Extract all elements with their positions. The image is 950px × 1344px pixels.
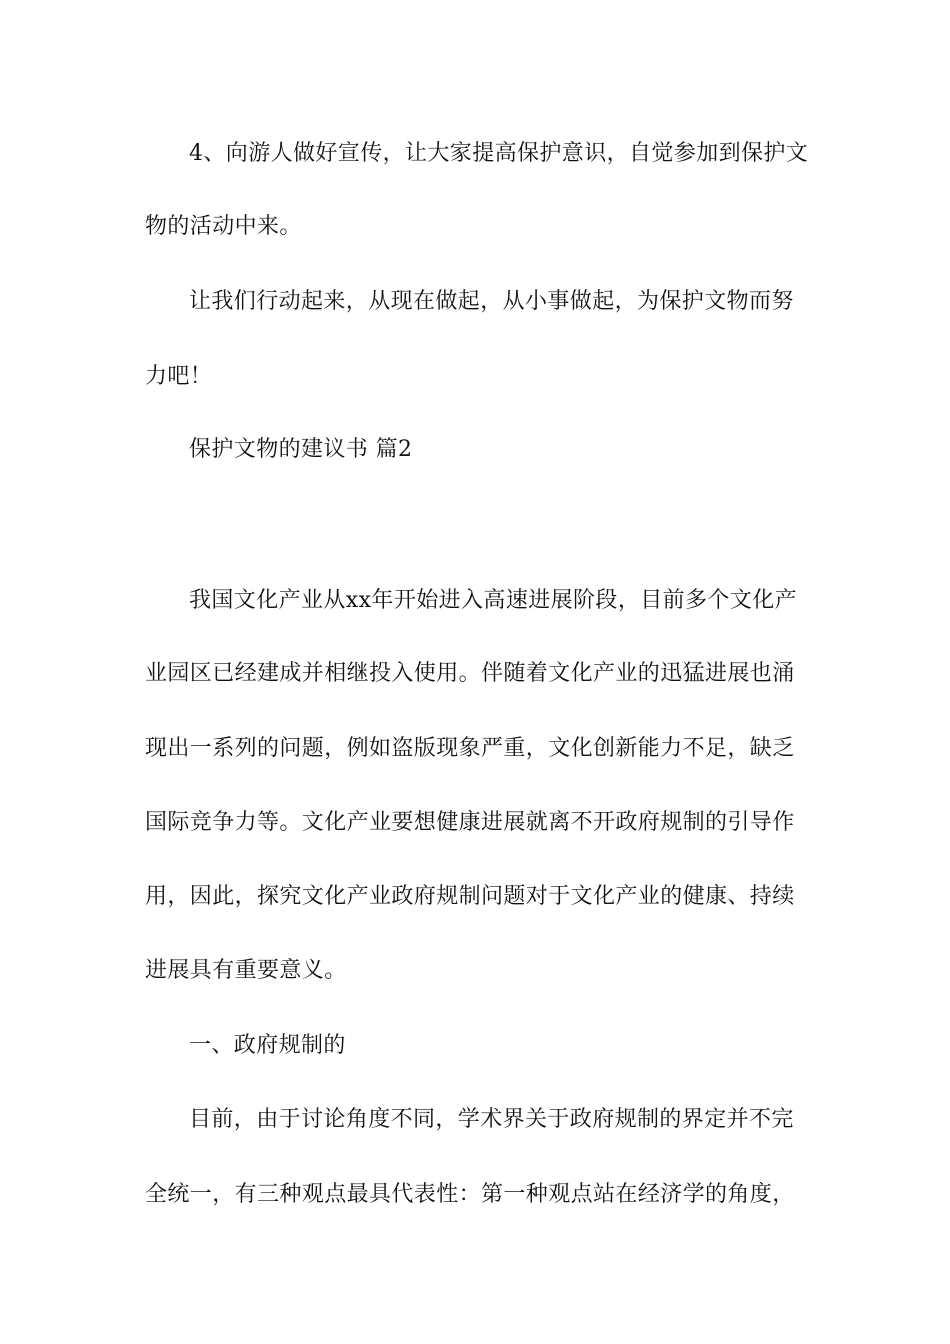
paragraph-line: 4、向游人做好宣传，让大家提高保护意识，自觉参加到保护文 — [189, 141, 809, 166]
paragraph-line: 物的活动中来。 — [145, 214, 302, 239]
paragraph-line: 国际竞争力等。文化产业要想健康进展就离不开政府规制的引导作 — [145, 810, 795, 835]
paragraph-line: 目前，由于讨论角度不同，学术界关于政府规制的界定并不完 — [189, 1107, 794, 1132]
paragraph-line: 用，因此，探究文化产业政府规制问题对于文化产业的健康、持续 — [145, 884, 795, 909]
paragraph-line: 业园区已经建成并相继投入使用。伴随着文化产业的迅猛进展也涌 — [145, 661, 795, 686]
paragraph-line: 我国文化产业从xx年开始进入高速进展阶段，目前多个文化产 — [189, 588, 798, 613]
paragraph-line: 全统一，有三种观点最具代表性：第一种观点站在经济学的角度， — [145, 1182, 795, 1207]
paragraph-line: 进展具有重要意义。 — [145, 958, 347, 983]
subsection-heading: 一、政府规制的 — [189, 1033, 346, 1058]
section-heading: 保护文物的建议书 篇2 — [189, 437, 413, 462]
paragraph-line: 现出一系列的问题，例如盗版现象严重，文化创新能力不足，缺乏 — [145, 736, 795, 761]
paragraph-line: 力吧！ — [145, 364, 213, 389]
paragraph-line: 让我们行动起来，从现在做起，从小事做起，为保护文物而努 — [189, 289, 794, 314]
